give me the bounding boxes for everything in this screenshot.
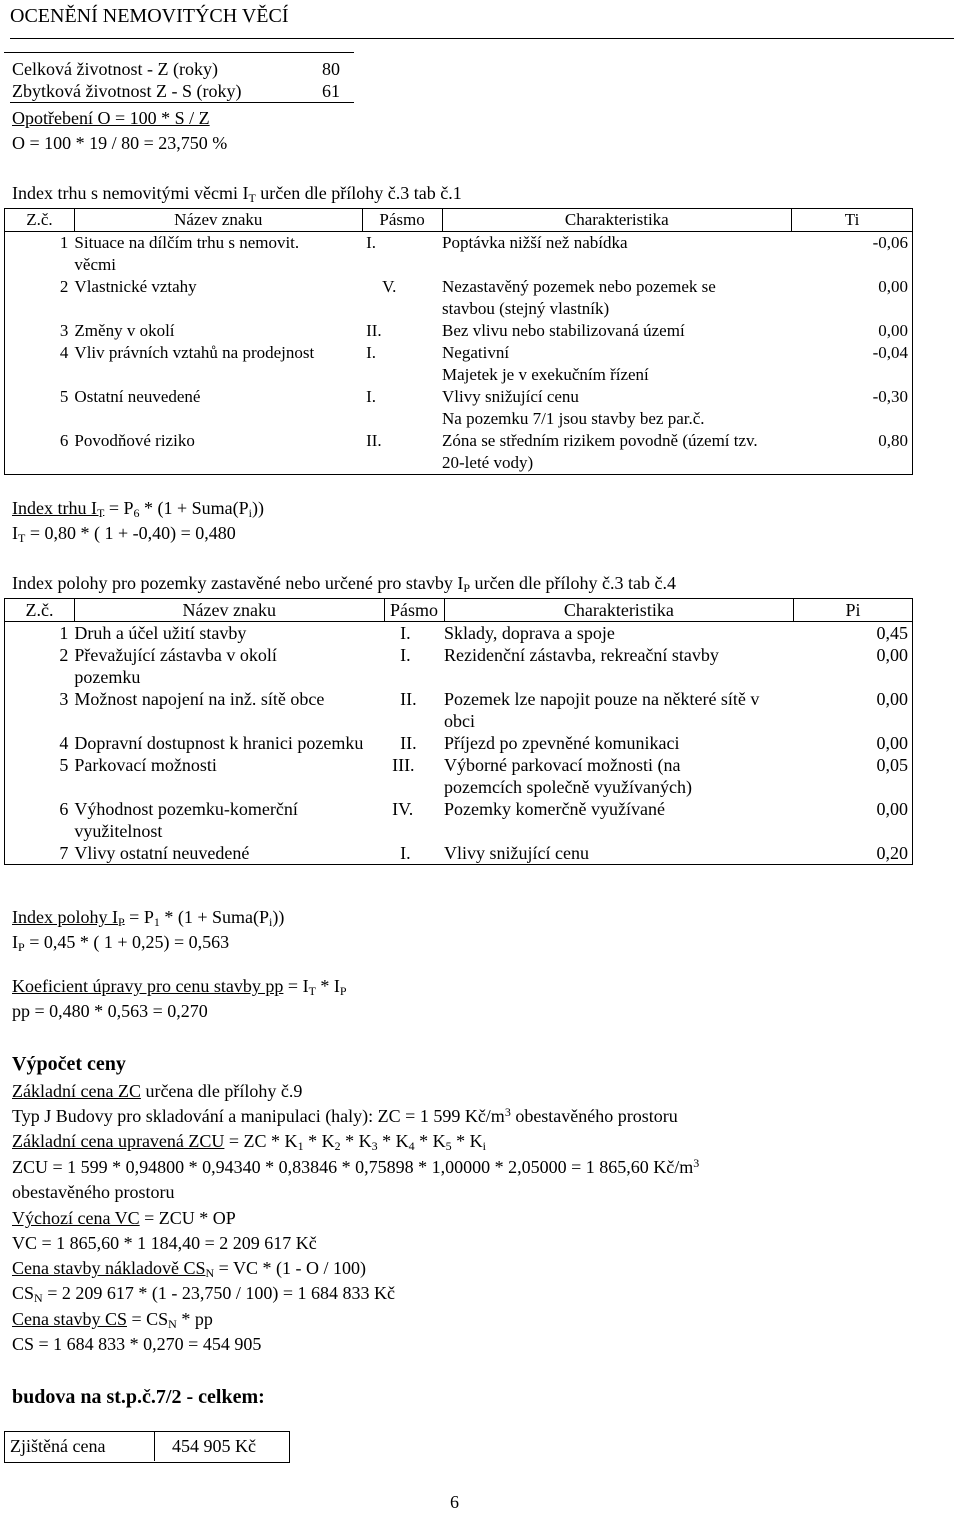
type-line (12, 1105, 678, 1127)
zcu-formula-sub: 2 (334, 1139, 341, 1153)
zcu-formula-part: * K (451, 1131, 483, 1151)
row-no: 7 (5, 842, 75, 865)
vc-label: Výchozí cena VC (12, 1208, 140, 1228)
coef-result: pp = 0,480 * 0,563 = 0,270 (12, 1001, 208, 1021)
row-band: V. (382, 277, 397, 296)
row-value: -0,30 (792, 386, 913, 430)
col-header-char: Charakteristika (444, 599, 794, 622)
row-no: 3 (5, 320, 75, 342)
col-header-band: Pásmo (384, 599, 444, 622)
location-result-part: = 0,45 * ( 1 + 0,25) = 0,563 (24, 932, 230, 952)
cs-line: CS = 1 684 833 * 0,270 = 454 905 (12, 1334, 262, 1354)
table-row (5, 276, 913, 320)
row-value: -0,04 (792, 342, 913, 386)
row-name: Parkovací možnosti (74, 755, 217, 775)
market-intro (12, 182, 462, 204)
zc-rest: určena dle přílohy č.9 (140, 1081, 303, 1101)
location-formula (12, 906, 284, 928)
zcu-formula-part: * K (340, 1131, 372, 1151)
calc-heading: Výpočet ceny (12, 1053, 126, 1075)
row-value: 0,20 (794, 842, 913, 865)
table-row (5, 644, 913, 688)
row-value: -0,06 (792, 232, 913, 277)
col-header-name: Název znaku (74, 599, 384, 622)
market-formula-part: = P (104, 498, 134, 518)
table-row (5, 842, 913, 865)
coef-label-part: * I (315, 976, 340, 996)
zcu-formula-part: * K (414, 1131, 446, 1151)
table-row (5, 688, 913, 732)
location-intro-tail: určen dle přílohy č.3 tab č.4 (470, 573, 676, 593)
table-row (5, 320, 913, 342)
row-band: I. (366, 387, 376, 406)
location-table (4, 598, 913, 865)
remaining-life-value: 61 (322, 81, 340, 101)
row-value: 0,00 (794, 688, 913, 732)
cs-label-line (12, 1308, 213, 1330)
row-name: Výhodnost pozemku-komerční využitelnost (74, 799, 298, 841)
row-no: 4 (5, 732, 75, 754)
market-formula-sub: 6 (133, 506, 140, 520)
coef-sub: P (339, 984, 347, 998)
row-no: 5 (5, 754, 75, 798)
row-name: Povodňové riziko (74, 430, 362, 475)
coef-sub: T (308, 984, 316, 998)
csn-line-sub: N (34, 1291, 43, 1305)
zcu-label: Základní cena upravená ZCU (12, 1131, 225, 1151)
location-formula-sub: 1 (153, 915, 160, 929)
table-row (5, 798, 913, 842)
row-char: Zóna se středním rizikem povodně (území tzv. 20-leté vody) (442, 430, 792, 475)
row-name: Vliv právních vztahů na prodejnost (74, 343, 315, 362)
cs-formula-sub: N (168, 1317, 177, 1331)
row-char: Výborné parkovací možnosti (na pozemcích společně využívaných) (444, 755, 692, 797)
location-formula-sub: P (117, 915, 125, 929)
table-row (5, 732, 913, 754)
row-name: Ostatní neuvedené (74, 387, 201, 406)
zcu-formula-sub: i (482, 1139, 486, 1153)
zcu-formula-part: * K (377, 1131, 409, 1151)
coef-label-part: = I (283, 976, 309, 996)
row-band: II. (400, 733, 417, 753)
row-name: Druh a účel užití stavby (74, 623, 247, 643)
zcu-formula-sub: 3 (371, 1139, 378, 1153)
lifetime-rule (10, 102, 354, 103)
zcu-formula-sub: 5 (445, 1139, 452, 1153)
zcu-formula-sub: 1 (297, 1139, 304, 1153)
location-formula-sub: i (269, 915, 273, 929)
market-intro-tail: určen dle přílohy č.3 tab č.1 (255, 183, 462, 203)
row-no: 1 (5, 622, 75, 645)
row-value: 0,00 (792, 320, 913, 342)
row-char: Sklady, doprava a spoje (444, 623, 615, 643)
total-life-label: Celková životnost - Z (roky) (12, 59, 218, 79)
market-formula-sub: T (96, 506, 105, 520)
market-formula-part: )) (252, 498, 264, 518)
row-no: 6 (5, 798, 75, 842)
market-result (12, 522, 236, 544)
location-formula-part: = P (124, 907, 154, 927)
row-char: Vlivy snižující cenu (444, 842, 794, 865)
row-no: 1 (5, 232, 75, 277)
row-value: 0,00 (792, 276, 913, 320)
wear-label: Opotřebení O = 100 * S / Z (12, 108, 210, 128)
location-formula-label: Index polohy I (12, 907, 118, 927)
type-tail: obestavěného prostoru (510, 1106, 678, 1126)
market-formula-label: Index trhu I (12, 498, 97, 518)
table-row (5, 754, 913, 798)
row-char: Nezastavěný pozemek nebo pozemek se stavbou (stejný vlastník) (442, 277, 716, 318)
row-band: I. (366, 233, 376, 252)
location-result-sub: P (18, 940, 25, 954)
row-band: II. (366, 321, 382, 340)
csn-label-sub: N (205, 1266, 215, 1280)
row-char: Rezidenční zástavba, rekreační stavby (444, 645, 719, 665)
row-band: I. (400, 623, 411, 643)
zcu-sup: 3 (693, 1156, 700, 1170)
vc-line: VC = 1 865,60 * 1 184,40 = 2 209 617 Kč (12, 1233, 317, 1253)
row-no: 6 (5, 430, 75, 475)
table-row (5, 430, 913, 475)
table-row (5, 622, 913, 645)
market-formula (12, 497, 264, 519)
table-row (5, 342, 913, 386)
coef-label-text: Koeficient úpravy pro cenu stavby pp (12, 976, 284, 996)
market-result-part: = 0,80 * ( 1 + -0,40) = 0,480 (25, 523, 236, 543)
row-char: Příjezd po zpevněné komunikaci (444, 733, 680, 753)
zcu-formula-sub: 4 (408, 1139, 415, 1153)
row-name: Vlivy ostatní neuvedené (74, 842, 384, 865)
cs-formula-part: = CS (127, 1309, 169, 1329)
row-value: 0,45 (794, 622, 913, 645)
row-name: Situace na dílčím trhu s nemovit. věcmi (74, 233, 300, 274)
location-formula-part: )) (272, 907, 285, 927)
location-intro-sub: P (463, 581, 471, 595)
row-name: Vlastnické vztahy (74, 277, 197, 296)
market-table (4, 208, 913, 475)
page-title: OCENĚNÍ NEMOVITÝCH VĚCÍ (10, 5, 289, 27)
row-band: III. (392, 755, 415, 775)
location-result-part: I (12, 932, 18, 952)
col-header-no: Z.č. (5, 209, 75, 232)
row-band: I. (366, 343, 376, 362)
row-value: 0,80 (792, 430, 913, 475)
col-header-value: Pi (794, 599, 913, 622)
csn-line (12, 1282, 395, 1304)
found-price-divider (154, 1431, 155, 1461)
remaining-life-label: Zbytková životnost Z - S (roky) (12, 81, 242, 101)
row-char: Pozemky komerčně využívané (444, 799, 665, 819)
row-name: Převažující zástavba v okolí pozemku (74, 645, 277, 687)
type-sup: 3 (504, 1105, 511, 1119)
zcu-line-text: ZCU = 1 599 * 0,94800 * 0,94340 * 0,83846 * 0,75898 * 1,00000 * 2,05000 = 1 865,60 Kč/m (12, 1157, 694, 1177)
row-no: 3 (5, 688, 75, 732)
row-band: II. (362, 430, 442, 475)
coef-label (12, 975, 347, 997)
location-formula-part: * (1 + Suma(P (159, 907, 269, 927)
csn-formula: = VC * (1 - O / 100) (214, 1258, 366, 1278)
total-life-value: 80 (322, 59, 340, 79)
wear-formula: O = 100 * 19 / 80 = 23,750 % (12, 133, 228, 153)
col-header-band: Pásmo (362, 209, 442, 232)
row-no: 4 (5, 342, 75, 386)
row-char: Poptávka nižší než nabídka (442, 233, 628, 252)
location-table-header (5, 599, 913, 622)
csn-label-line (12, 1257, 366, 1279)
row-no: 2 (5, 644, 75, 688)
row-value: 0,05 (794, 754, 913, 798)
row-band: IV. (392, 799, 414, 819)
row-value: 0,00 (794, 644, 913, 688)
type-text: Typ J Budovy pro skladování a manipulaci (haly): ZC = 1 599 Kč/m (12, 1106, 505, 1126)
location-intro (12, 572, 676, 594)
row-value: 0,00 (794, 732, 913, 754)
market-result-sub: T (18, 531, 26, 545)
col-header-name: Název znaku (74, 209, 362, 232)
col-header-char: Charakteristika (442, 209, 792, 232)
row-name: Možnost napojení na inž. sítě obce (74, 689, 325, 709)
col-header-no: Z.č. (5, 599, 75, 622)
zcu-line (12, 1156, 699, 1178)
found-price-value: 454 905 Kč (172, 1436, 256, 1456)
row-char: Vlivy snižující cenu Na pozemku 7/1 jsou stavby bez par.č. (442, 387, 705, 428)
row-char: Negativní Majetek je v exekučním řízení (442, 343, 649, 384)
market-formula-sub: i (248, 506, 252, 520)
row-no: 2 (5, 276, 75, 320)
row-band: II. (400, 689, 417, 709)
row-band: I. (384, 842, 444, 865)
market-formula-part: * (1 + Suma(P (139, 498, 249, 518)
row-value: 0,00 (794, 798, 913, 842)
zcu-formula-part: = ZC * K (224, 1131, 298, 1151)
csn-line-part: = 2 209 617 * (1 - 23,750 / 100) = 1 684 833 Kč (42, 1283, 395, 1303)
summary-heading: budova na st.p.č.7/2 - celkem: (12, 1386, 265, 1408)
location-result (12, 931, 229, 953)
row-name: Dopravní dostupnost k hranici pozemku (74, 733, 364, 753)
table-row (5, 232, 913, 277)
row-char: Bez vlivu nebo stabilizovaná území (442, 321, 685, 340)
csn-line-part: CS (12, 1283, 35, 1303)
market-result-part: I (12, 523, 18, 543)
zcu-formula-part: * K (303, 1131, 335, 1151)
market-intro-text: Index trhu s nemovitými věcmi I (12, 183, 249, 203)
row-char: Pozemek lze napojit pouze na některé sítě v obci (444, 689, 760, 731)
zcu-line2: obestavěného prostoru (12, 1182, 175, 1202)
cs-formula-part: * pp (176, 1309, 213, 1329)
found-price-label: Zjištěná cena (10, 1436, 106, 1456)
zcu-label-line (12, 1130, 486, 1152)
zc-label: Základní cena ZC (12, 1081, 141, 1101)
vc-formula: = ZCU * OP (139, 1208, 236, 1228)
csn-label: Cena stavby nákladově CS (12, 1258, 206, 1278)
market-table-header (5, 209, 913, 232)
cs-label: Cena stavby CS (12, 1309, 127, 1329)
zc-line (12, 1080, 302, 1102)
market-intro-sub: T (248, 191, 256, 205)
vc-label-line (12, 1207, 236, 1229)
page-number: 6 (450, 1492, 459, 1512)
title-rule (10, 38, 954, 39)
table-row (5, 386, 913, 430)
col-header-value: Ti (792, 209, 913, 232)
location-intro-text: Index polohy pro pozemky zastavěné nebo určené pro stavby I (12, 573, 464, 593)
row-no: 5 (5, 386, 75, 430)
row-band: I. (400, 645, 411, 665)
row-name: Změny v okolí (74, 321, 175, 340)
